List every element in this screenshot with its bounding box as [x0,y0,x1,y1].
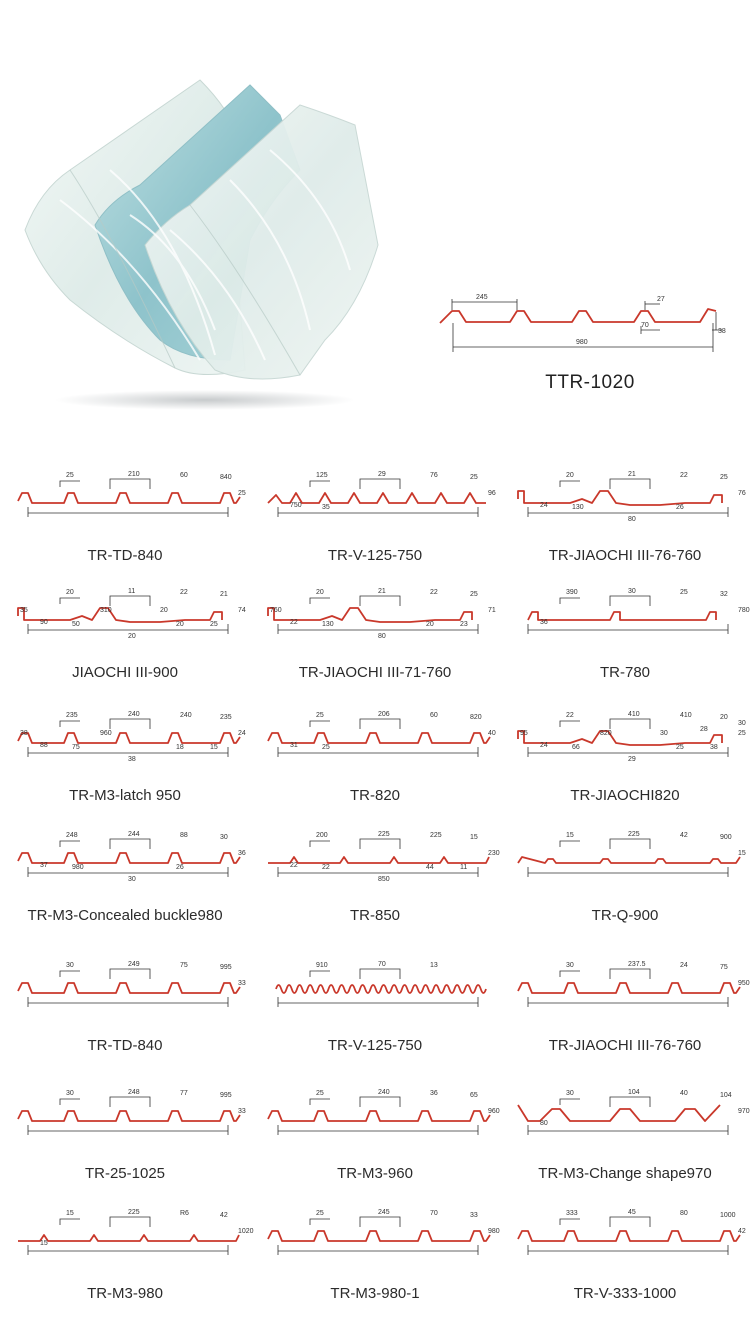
dimension-label: 980 [488,1228,500,1235]
dimension-lines [278,596,478,634]
profile-drawing [250,1073,500,1173]
dimension-label: 950 [738,980,750,987]
dimension-label: 30 [220,834,228,841]
dimension-label: 71 [488,607,496,614]
dimension-label: 21 [378,588,386,595]
dimension-label: 42 [680,832,688,839]
profile-line [528,612,716,620]
dimension-label: 20 [566,472,574,479]
dimension-label: 104 [628,1089,640,1096]
dimension-label: 33 [470,1212,478,1219]
dimension-label: 36 [430,1090,438,1097]
dimension-label: 25 [316,1090,324,1097]
dimension-label: 820 [600,730,612,737]
dimension-lines [28,1217,228,1255]
profile-drawing [0,945,250,1045]
dimension-label: 25 [316,712,324,719]
profile-name: JIAOCHI III-900 [72,664,178,681]
dimension-label: 24 [540,502,548,509]
sheet-shadow [55,390,355,410]
profile-name: TR-780 [599,664,651,681]
dimension-label: 25 [470,591,478,598]
dimension-label: 248 [66,832,78,839]
dimension-label: 24 [540,742,548,749]
dimension-label: 75 [720,964,728,971]
profile-name: TR-JIAOCHI820 [570,787,680,804]
dimension-label: 50 [72,621,80,628]
dimension-label: 38 [710,744,718,751]
dimension-label: 15 [566,832,574,839]
profile-drawing [500,455,750,555]
dimension-label: 30 [628,588,636,595]
dimension-label: 30 [66,1090,74,1097]
dimension-label: 310 [100,607,112,614]
dimension-label: 910 [316,962,328,969]
dimension-label: 70 [378,961,386,968]
profile-card [250,945,500,1072]
profile-card [500,815,750,942]
profile-line [268,1111,490,1121]
dimension-label: 15 [738,850,746,857]
dimension-label: 13 [430,962,438,969]
dimension-label: 995 [220,964,232,971]
profile-drawing [500,945,750,1045]
dimension-label: 240 [128,711,140,718]
dimension-label: 25 [210,621,218,628]
profile-drawing [0,1193,254,1293]
dimension-label: 40 [488,730,496,737]
dimension-label: 11 [128,588,136,595]
dimension-label: 88 [40,742,48,749]
dimension-label: 980 [72,864,84,871]
dimension-label: 15 [40,1240,48,1247]
dimension-label: 206 [378,711,390,718]
dimension-label: 225 [128,1209,140,1216]
dimension-label: 410 [628,711,640,718]
dimension-label: 20 [720,714,728,721]
dimension-label: 31 [290,742,298,749]
dimension-lines [528,1097,728,1135]
dimension-label: 60 [180,472,188,479]
dimension-label: 22 [680,472,688,479]
dimension-label: 65 [470,1092,478,1099]
dimension-label: 390 [566,589,578,596]
dimension-label: 24 [238,730,246,737]
dimension-label: 76 [738,490,746,497]
dimension-label: 25 [66,472,74,479]
dimension-label: 77 [180,1090,188,1097]
dimension-label: 25 [470,474,478,481]
profile-drawing [0,572,250,672]
profile-drawing [250,945,500,1045]
ttr-dim-top: 245 [476,294,488,301]
profile-name: TR-TD-840 [87,1037,163,1054]
dimension-label: 125 [316,472,328,479]
profile-card [0,1193,254,1320]
dimension-label: 760 [270,607,282,614]
profile-drawing [0,1073,250,1173]
dimension-label: 960 [100,730,112,737]
profile-drawing [250,572,500,672]
dimension-label: 60 [430,712,438,719]
dimension-label: 20 [128,633,136,640]
profile-line [18,1111,240,1121]
dimension-label: 237.5 [628,961,646,968]
dimension-lines [528,596,728,634]
dimension-label: 960 [488,1108,500,1115]
dimension-label: 248 [128,1089,140,1096]
dimension-label: 225 [628,831,640,838]
dimension-label: 25 [720,474,728,481]
profile-drawing [0,455,250,555]
dimension-label: 36 [238,850,246,857]
dimension-label: 32 [720,591,728,598]
profile-line [518,1105,720,1121]
dimension-label: 38 [20,730,28,737]
dimension-label: 333 [566,1210,578,1217]
dimension-label: 74 [238,607,246,614]
dimension-label: 1000 [720,1212,736,1219]
dimension-label: 15 [470,834,478,841]
dimension-label: 130 [322,621,334,628]
dimension-label: 970 [738,1108,750,1115]
dimension-label: 80 [628,516,636,523]
dimension-label: 21 [220,591,228,598]
profile-card [500,695,750,822]
dimension-label: 26 [176,864,184,871]
dimension-label: 22 [322,864,330,871]
dimension-label: 80 [540,1120,548,1127]
dimension-label: 245 [378,1209,390,1216]
profile-name: TR-M3-980 [87,1285,163,1302]
dimension-label: 240 [180,712,192,719]
profile-line [518,983,740,993]
profile-name: TR-850 [349,907,401,924]
dimension-label: 780 [738,607,750,614]
dimension-label: 850 [378,876,390,883]
profile-line [268,857,489,863]
dimension-label: 25 [322,744,330,751]
dimension-label: 76 [430,472,438,479]
profile-line [18,608,222,622]
profile-name: TR-V-333-1000 [573,1285,677,1302]
dimension-label: 104 [720,1092,732,1099]
dimension-label: 995 [220,1092,232,1099]
dimension-label: 35 [20,607,28,614]
dimension-label: 30 [738,720,746,727]
profile-line [18,1235,239,1241]
dimension-lines [278,479,478,517]
profile-card [0,455,250,582]
profile-name: TR-M3-980-1 [330,1285,420,1302]
profile-name: TR-JIAOCHI III-71-760 [298,664,452,681]
dimension-label: 1020 [238,1228,254,1235]
ttr-1020-title: TTR-1020 [545,372,635,393]
dimension-label: 88 [180,832,188,839]
dimension-label: 249 [128,961,140,968]
profile-line [268,1231,490,1241]
profile-card [250,572,500,699]
dimension-label: 210 [128,471,140,478]
profile-name: TR-V-125-750 [327,547,423,564]
dimension-label: 24 [680,962,688,969]
dimension-lines [28,596,228,634]
profile-name: TR-25-1025 [84,1165,166,1182]
profile-name: TR-Q-900 [591,907,659,924]
dimension-label: 22 [290,619,298,626]
dimension-label: 25 [680,589,688,596]
dimension-label: 30 [566,1090,574,1097]
profile-name: TR-V-125-750 [327,1037,423,1054]
dimension-label: 22 [566,712,574,719]
profile-name: TR-JIAOCHI III-76-760 [548,547,702,564]
profile-card [500,945,750,1072]
dimension-label: 33 [238,980,246,987]
hero-section [0,0,750,430]
profile-name: TR-820 [349,787,401,804]
profile-name: TR-M3-Change shape970 [538,1165,712,1182]
profile-drawing [250,815,500,915]
dimension-label: 25 [676,744,684,751]
dimension-label: 244 [128,831,140,838]
profile-drawing [250,455,500,555]
dimension-label: 230 [488,850,500,857]
profile-line [268,608,472,622]
profile-line [518,1231,740,1241]
dimension-label: 225 [378,831,390,838]
dimension-label: 70 [430,1210,438,1217]
dimension-label: 42 [738,1228,746,1235]
dimension-label: 80 [378,633,386,640]
ttr-dim-rib-bottom: 70 [641,322,649,329]
dimension-label: 20 [66,589,74,596]
dimension-label: 40 [680,1090,688,1097]
dimension-label: 130 [572,504,584,511]
profile-line [518,731,722,745]
dimension-label: 28 [700,726,708,733]
dimension-lines [528,479,728,517]
profile-line [18,983,240,993]
dimension-label: 30 [128,876,136,883]
dimension-label: 15 [66,1210,74,1217]
dimension-label: 25 [738,730,746,737]
profile-line [268,733,490,743]
profile-drawing [500,815,750,915]
dimension-label: 25 [316,1210,324,1217]
dimension-label: 20 [426,621,434,628]
dimension-label: 22 [290,862,298,869]
dimension-lines [528,719,728,757]
profile-drawing [0,815,250,915]
profile-drawing [500,572,750,672]
dimension-label: 42 [220,1212,228,1219]
dimension-label: 38 [128,756,136,763]
profile-card [500,1193,750,1320]
dimension-label: 410 [680,712,692,719]
profile-card [0,815,250,942]
profile-drawing [250,1193,500,1293]
profile-card [500,455,750,582]
dimension-label: 235 [220,714,232,721]
dimension-label: 820 [470,714,482,721]
dimension-label: 35 [322,504,330,511]
dimension-label: 11 [460,864,468,871]
dimension-lines [278,839,478,877]
dimension-label: 20 [160,607,168,614]
profile-card [250,695,500,822]
dimension-label: 90 [40,619,48,626]
dimension-label: 25 [238,490,246,497]
profile-name: TR-M3-960 [337,1165,413,1182]
dimension-label: R6 [180,1210,189,1217]
ttr-dim-height: 38 [718,328,726,335]
dimension-label: 18 [176,744,184,751]
dimension-label: 20 [176,621,184,628]
dimension-label: 80 [680,1210,688,1217]
dimension-label: 36 [540,619,548,626]
dimension-label: 33 [238,1108,246,1115]
dimension-lines [528,839,728,877]
profile-drawing [500,1193,750,1293]
profile-name: TR-M3-latch 950 [69,787,181,804]
ttr-1020-profile [440,294,726,352]
dimension-label: 225 [430,832,442,839]
sheets-illustration [0,0,750,430]
ttr-dim-rib-top: 27 [657,296,665,303]
dimension-label: 240 [378,1089,390,1096]
profile-line [18,733,240,743]
dimension-label: 66 [572,744,580,751]
profile-card [500,1073,750,1200]
dimension-label: 30 [566,962,574,969]
profile-card [250,1073,500,1200]
dimension-label: 75 [180,962,188,969]
dimension-label: 22 [430,589,438,596]
dimension-label: 29 [628,756,636,763]
dimension-label: 21 [628,471,636,478]
profile-line [276,985,486,993]
dimension-label: 95 [520,730,528,737]
dimension-label: 75 [72,744,80,751]
dimension-label: 22 [180,589,188,596]
profile-card [250,455,500,582]
dimension-label: 30 [66,962,74,969]
profile-line [18,853,240,863]
dimension-label: 44 [426,864,434,871]
dimension-label: 750 [290,502,302,509]
dimension-label: 900 [720,834,732,841]
profile-card [0,572,250,699]
profile-card [250,815,500,942]
dimension-label: 45 [628,1209,636,1216]
dimension-label: 23 [460,621,468,628]
dimension-label: 15 [210,744,218,751]
ttr-dim-total: 980 [576,339,588,346]
profile-card [0,945,250,1072]
profile-line [518,857,740,863]
dimension-label: 37 [40,862,48,869]
dimension-label: 30 [660,730,668,737]
profile-drawing [500,695,750,795]
profile-name: TR-JIAOCHI III-76-760 [548,1037,702,1054]
dimension-label: 26 [676,504,684,511]
profile-drawing [500,1073,750,1173]
profile-name: TR-TD-840 [87,547,163,564]
profile-name: TR-M3-Concealed buckle980 [27,907,223,924]
profile-card [0,695,250,822]
dimension-label: 29 [378,471,386,478]
dimension-label: 840 [220,474,232,481]
profile-line [18,493,240,503]
profile-drawing [0,695,250,795]
dimension-label: 20 [316,589,324,596]
dimension-label: 235 [66,712,78,719]
profile-card [0,1073,250,1200]
profile-line [518,491,722,505]
profile-drawing [250,695,500,795]
profile-card [500,572,750,699]
profile-card [250,1193,500,1320]
dimension-label: 96 [488,490,496,497]
dimension-label: 200 [316,832,328,839]
